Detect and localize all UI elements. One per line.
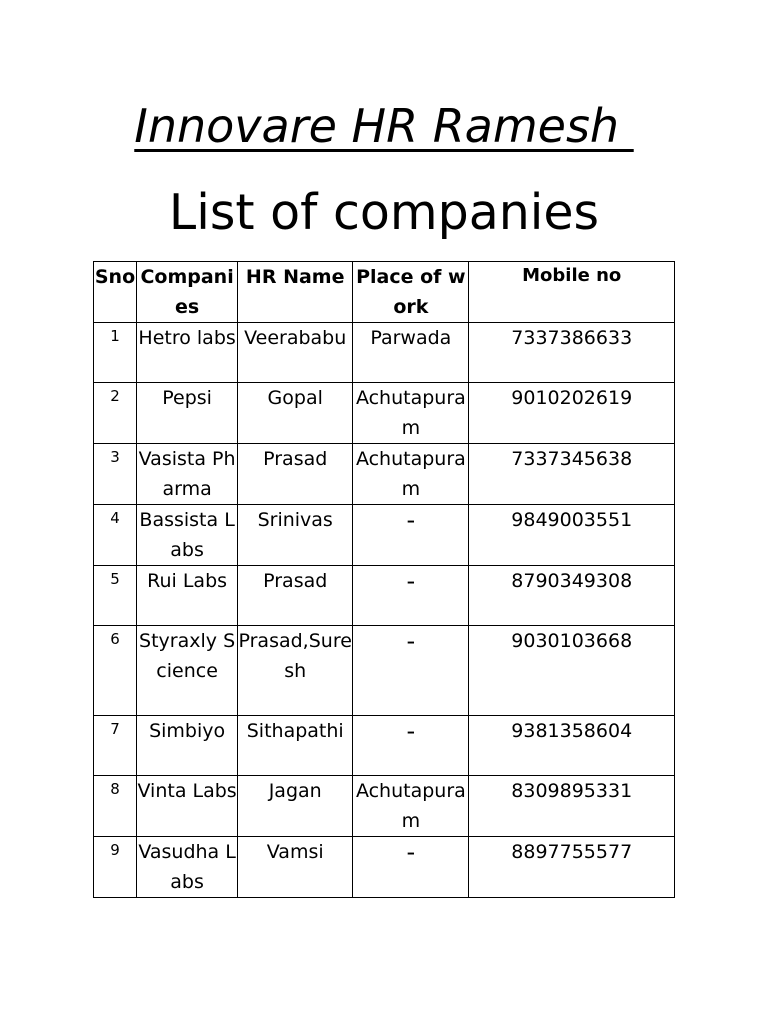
cell-sno: 8: [94, 776, 137, 837]
cell-place: -: [353, 837, 469, 898]
table-row: [94, 837, 675, 898]
table-header-row: [94, 262, 675, 323]
table-row: [94, 626, 675, 716]
cell-hr-name: Vamsi: [238, 837, 353, 898]
header-sno: Sno: [94, 262, 137, 323]
cell-place: Parwada: [353, 323, 469, 383]
cell-company: Styraxly Science: [137, 626, 238, 716]
table-row: [94, 566, 675, 626]
table-row: [94, 323, 675, 383]
cell-company: Rui Labs: [137, 566, 238, 626]
cell-company: Simbiyo: [137, 716, 238, 776]
cell-mobile: 9381358604: [469, 716, 675, 776]
cell-place: -: [353, 566, 469, 626]
cell-mobile: 9849003551: [469, 505, 675, 566]
cell-sno: 3: [94, 444, 137, 505]
cell-company: Vinta Labs: [137, 776, 238, 837]
header-hr-name: HR Name: [238, 262, 353, 323]
cell-place: Achutapuram: [353, 383, 469, 444]
cell-mobile: 8790349308: [469, 566, 675, 626]
header-place: Place of work: [353, 262, 469, 323]
table-row: [94, 776, 675, 837]
cell-company: Vasista Pharma: [137, 444, 238, 505]
header-company: Companies: [137, 262, 238, 323]
cell-hr-name: Prasad: [238, 444, 353, 505]
cell-sno: 6: [94, 626, 137, 716]
cell-sno: 9: [94, 837, 137, 898]
cell-mobile: 9010202619: [469, 383, 675, 444]
cell-sno: 2: [94, 383, 137, 444]
cell-mobile: 8309895331: [469, 776, 675, 837]
cell-company: Hetro labs: [137, 323, 238, 383]
cell-sno: 5: [94, 566, 137, 626]
cell-place: -: [353, 626, 469, 716]
cell-company: Bassista Labs: [137, 505, 238, 566]
cell-hr-name: Srinivas: [238, 505, 353, 566]
cell-sno: 7: [94, 716, 137, 776]
cell-place: Achutapuram: [353, 444, 469, 505]
cell-mobile: 7337345638: [469, 444, 675, 505]
cell-hr-name: Prasad,Suresh: [238, 626, 353, 716]
cell-hr-name: Sithapathi: [238, 716, 353, 776]
cell-hr-name: Prasad: [238, 566, 353, 626]
cell-company: Vasudha Labs: [137, 837, 238, 898]
cell-mobile: 7337386633: [469, 323, 675, 383]
cell-company: Pepsi: [137, 383, 238, 444]
cell-hr-name: Veerababu: [238, 323, 353, 383]
cell-sno: 4: [94, 505, 137, 566]
cell-place: -: [353, 716, 469, 776]
table-row: [94, 505, 675, 566]
table-row: [94, 444, 675, 505]
document-title: Innovare HR Ramesh: [134, 99, 634, 153]
cell-mobile: 8897755577: [469, 837, 675, 898]
companies-table: [93, 261, 675, 898]
cell-place: -: [353, 505, 469, 566]
cell-sno: 1: [94, 323, 137, 383]
table-row: [94, 716, 675, 776]
cell-mobile: 9030103668: [469, 626, 675, 716]
header-mobile: Mobile no: [469, 262, 675, 323]
document-subtitle: List of companies: [168, 184, 600, 241]
cell-place: Achutapuram: [353, 776, 469, 837]
cell-hr-name: Gopal: [238, 383, 353, 444]
cell-hr-name: Jagan: [238, 776, 353, 837]
table-row: [94, 383, 675, 444]
